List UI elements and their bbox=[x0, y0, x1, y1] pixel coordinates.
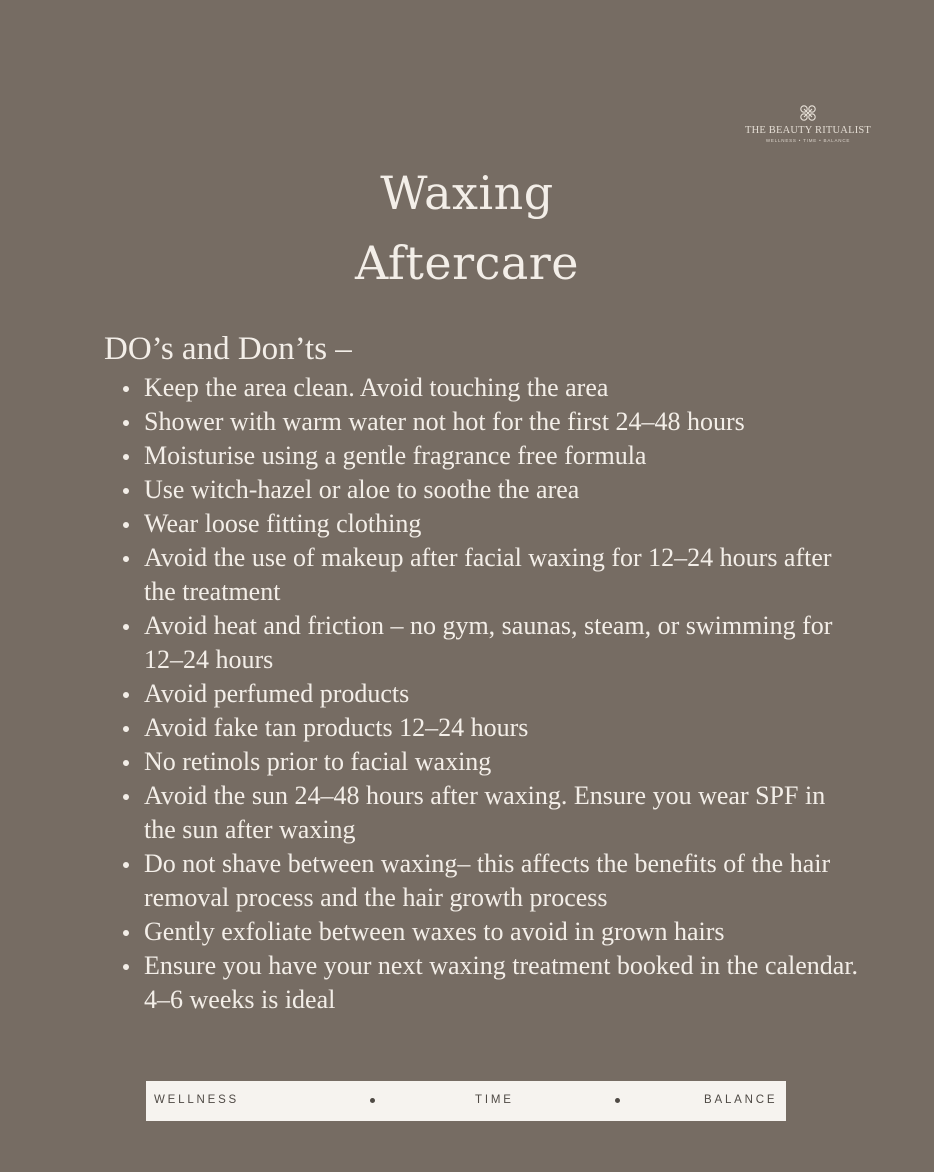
list-item bbox=[119, 371, 859, 405]
list-item bbox=[119, 847, 859, 915]
footer-word-time: TIME bbox=[475, 1094, 514, 1106]
bullet-icon bbox=[123, 556, 129, 562]
bullet-icon bbox=[123, 726, 129, 732]
brand-tagline: WELLNESS • TIME • BALANCE bbox=[765, 138, 851, 143]
brand-name: THE BEAUTY RITUALIST bbox=[744, 125, 872, 136]
bullet-icon bbox=[123, 760, 129, 766]
bullet-icon bbox=[123, 522, 129, 528]
footer-bar bbox=[146, 1081, 786, 1121]
list-item bbox=[119, 915, 859, 949]
bullet-icon bbox=[123, 488, 129, 494]
bullet-icon bbox=[123, 794, 129, 800]
footer-word-balance: BALANCE bbox=[704, 1094, 778, 1106]
bullet-icon bbox=[123, 454, 129, 460]
list-item-text: Wear loose fitting clothing bbox=[144, 509, 422, 538]
list-item bbox=[119, 711, 859, 745]
list-item bbox=[119, 473, 859, 507]
list-item bbox=[119, 609, 859, 677]
title-line-2: Aftercare bbox=[354, 236, 580, 290]
page-title bbox=[0, 158, 934, 298]
list-item bbox=[119, 745, 859, 779]
bullet-icon bbox=[123, 862, 129, 868]
section-heading: DO’s and Don’ts – bbox=[104, 331, 352, 367]
bullet-icon bbox=[123, 420, 129, 426]
list-item-text: Avoid fake tan products 12–24 hours bbox=[144, 713, 529, 742]
title-line-1: Waxing bbox=[380, 166, 554, 220]
list-item bbox=[119, 439, 859, 473]
bullet-icon bbox=[123, 930, 129, 936]
bullet-icon bbox=[123, 692, 129, 698]
list-item-text: Keep the area clean. Avoid touching the area bbox=[144, 373, 609, 402]
list-item-text: Moisturise using a gentle fragrance free formula bbox=[144, 441, 647, 470]
bullet-icon bbox=[123, 964, 129, 970]
list-item bbox=[119, 949, 859, 1017]
list-item-text: Do not shave between waxing– this affects the benefits of the hair removal process and the hair growth process bbox=[144, 849, 831, 912]
bullet-icon bbox=[123, 386, 129, 392]
list-item-text: Avoid the sun 24–48 hours after waxing. Ensure you wear SPF in the sun after waxing bbox=[144, 781, 826, 844]
list-item bbox=[119, 541, 859, 609]
footer-separator-dot bbox=[370, 1098, 375, 1103]
list-item-text: Gently exfoliate between waxes to avoid in grown hairs bbox=[144, 917, 725, 946]
list-item bbox=[119, 779, 859, 847]
footer-word-wellness: WELLNESS bbox=[154, 1094, 240, 1106]
aftercare-list bbox=[119, 371, 859, 1017]
footer-separator-dot bbox=[615, 1098, 620, 1103]
list-item-text: Ensure you have your next waxing treatment booked in the calendar. 4–6 weeks is ideal bbox=[144, 951, 859, 1014]
list-item-text: Use witch-hazel or aloe to soothe the area bbox=[144, 475, 580, 504]
list-item bbox=[119, 677, 859, 711]
bullet-icon bbox=[123, 624, 129, 630]
list-item-text: Shower with warm water not hot for the first 24–48 hours bbox=[144, 407, 745, 436]
list-item-text: Avoid the use of makeup after facial waxing for 12–24 hours after the treatment bbox=[144, 543, 832, 606]
list-item bbox=[119, 405, 859, 439]
brand-logo bbox=[742, 104, 874, 143]
list-item-text: Avoid heat and friction – no gym, saunas, steam, or swimming for 12–24 hours bbox=[144, 611, 833, 674]
list-item-text: Avoid perfumed products bbox=[144, 679, 410, 708]
list-item bbox=[119, 507, 859, 541]
list-item-text: No retinols prior to facial waxing bbox=[144, 747, 492, 776]
ornament-icon bbox=[799, 104, 817, 122]
